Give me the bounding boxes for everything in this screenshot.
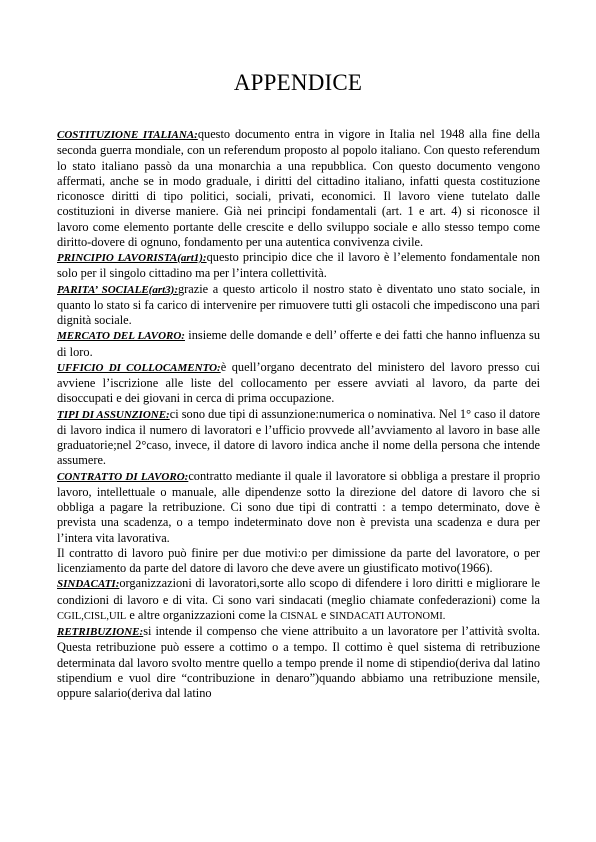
entry-parita-sociale <box>57 282 540 329</box>
entry-contratto-fine <box>57 546 540 577</box>
entry-principio-lavorista <box>57 250 540 282</box>
entry-term: UFFICIO DI COLLOCAMENTO: <box>57 361 221 374</box>
entry-term: PRINCIPIO LAVORISTA(art1): <box>57 252 207 264</box>
entry-text: organizzazioni di lavoratori,sorte allo scopo di difendere i loro diritti e migliorare le condizioni di lavoro e di vita. Ci sono vari sindacati (meglio chiamate confederazioni) come la <box>57 576 540 607</box>
entry-term: SINDACATI: <box>57 578 120 591</box>
entry-term: PARITA’ SOCIALE(art3): <box>57 283 178 296</box>
union-name: SINDACATI AUTONOMI. <box>329 610 446 622</box>
entry-retribuzione <box>57 624 540 701</box>
entry-text: ci sono due tipi di assunzione:numerica o nominativa. Nel 1° caso il datore di lavoro indica il numero di lavoratori e l’ufficio provvede all’avviamento al lavoro in base alle graduatorie;nel 2°caso, invece, il datore di lavoro indica anche il nome della persona che intende assumere. <box>57 406 540 468</box>
entry-text: insieme delle domande e dell’ offerte e dei fatti che hanno influenza su di loro. <box>57 328 540 359</box>
entry-text: si intende il compenso che viene attribuito a un lavoratore per l’attività svolta. Questa retribuzione può essere a cottimo o a tempo. Il cottimo è quel sistema di retribuzione determinata dal lavoro svolto mentre quello a tempo prende il nome di stipendio(deriva dal latino stipendium e vuol dire “contribuzione in denaro”)quando abbiamo una retribuzione mensile, oppure salario(deriva dal latino <box>57 624 540 700</box>
entry-text: grazie a questo articolo il nostro stato è diventato uno stato sociale, in quanto lo stato si fa carico di intervenire per rimuovere tutti gli ostacoli che impediscono una pari dignità sociale. <box>57 281 540 327</box>
entry-term: CONTRATTO DI LAVORO: <box>57 470 189 483</box>
entry-term: RETRIBUZIONE: <box>57 626 144 638</box>
entry-ufficio-collocamento <box>57 360 540 407</box>
page-title: APPENDICE <box>233 70 363 95</box>
glossary-body <box>57 127 540 701</box>
entry-text: questo principio dice che il lavoro è l’elemento fondamentale non solo per il singolo cittadino ma per l’intera collettività. <box>57 250 540 281</box>
entry-term: MERCATO DEL LAVORO: <box>57 330 185 343</box>
entry-mercato-lavoro <box>57 328 540 360</box>
entry-text: Il contratto di lavoro può finire per due motivi:o per dimissione da parte del lavoratore, o per licenziamento da parte del datore di lavoro che deve avere un giustificato motivo(1966). <box>57 545 540 575</box>
union-name: CISNAL <box>280 610 318 622</box>
entry-text: questo documento entra in vigore in Italia nel 1948 alla fine della seconda guerra mondiale, con un referendum proposto al popolo italiano. Con questo referendum lo stato italiano passò da una monarchia a una repubblica. Con questo documento vengono affermati, anche se in modo graduale, i diritti del cittadino italiano, infatti questa costituzione riconosce diritti di tipo politici, sociali, privati, economici. Il lavoro viene tutelato dalle costituzioni in diverse maniere. Già nei principi fondamentali (art. 1 e art. 4) si riconosce il lavoro come elemento portante delle crescite e dello sviluppo sociale e allo stesso tempo come diritto-dovere di ognuno, fondamento per una autentica convivenza civile. <box>57 127 541 249</box>
entry-text: contratto mediante il quale il lavoratore si obbliga a prestare il proprio lavoro, intellettuale o manuale, alle dipendenze sotto la direzione del datore di lavoro che si obbliga a pagare la retribuzione. Ci sono due tipi di contratti : a tempo determinato, dove è prevista una scadenza, o a tempo indeterminato dove non è prevista una scadenza e dura per l’intera vita lavorativa. <box>57 468 540 545</box>
union-names: CGIL,CISL,UIL <box>57 610 127 622</box>
entry-term: TIPI DI ASSUNZIONE: <box>57 408 170 421</box>
entry-costituzione <box>57 127 540 250</box>
entry-tipi-assunzione <box>57 407 540 469</box>
entry-text: e <box>317 607 330 622</box>
entry-sindacati <box>57 576 540 624</box>
entry-text: e altre organizzazioni come la <box>126 607 281 622</box>
entry-term: COSTITUZIONE ITALIANA: <box>57 129 198 141</box>
entry-contratto-lavoro <box>57 469 540 546</box>
entry-text: è quell’organo decentrato del ministero del lavoro presso cui avviene l’iscrizione alle liste del collocamento per essere avviati al lavoro, da parte dei disoccupati e dei giovani in cerca di prima occupazione. <box>57 359 540 406</box>
